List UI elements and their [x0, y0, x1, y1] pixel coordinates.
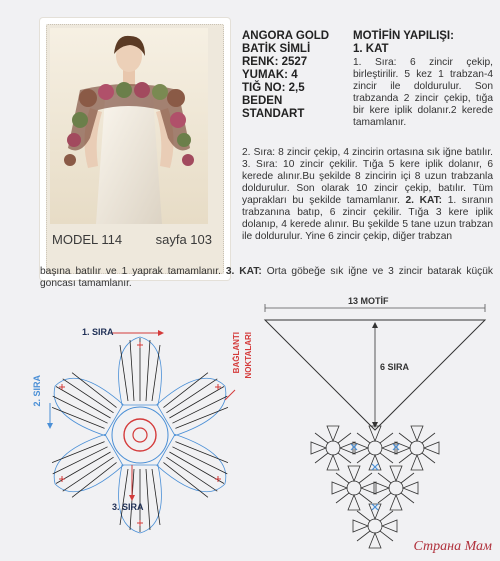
chart-label-sira3: 3. SIRA: [112, 502, 144, 512]
motif-arrangement: [311, 426, 439, 548]
assembly-row-count: 6 SIRA: [380, 362, 410, 372]
model-photo-illustration: [50, 28, 208, 224]
motif-title: MOTİFİN YAPILIŞI:: [353, 30, 454, 42]
motif-instructions: 1. Sıra: 6 zincir çekip, birleştirilir. 5 kez 1 trabzan-4 zincir ile doldurulur. Son trabzanda 2 zincir çekip, tığa bir kere iplik dolanır.2 kerede tamamlanır.: [353, 57, 493, 128]
product-line: BATİK SİMLİ: [242, 43, 311, 55]
product-size-label: BEDEN: [242, 95, 283, 107]
instructions-kat2: 1. sıranın trabzanına batıp, 6 zincir çekilir. Tığa 3 kere iplik dolanıp, 4 kerede alınır. Bu şekilde 5 tane uzun trabzan ile doldurulur. Yine 6 zincir çekip, diğer trabzan: [242, 195, 494, 242]
photo-caption: [52, 232, 212, 247]
instructions-body-continued: [40, 266, 493, 290]
kat2-label: 2. KAT:: [405, 195, 443, 206]
assembly-motif-count: 13 MOTİF: [348, 296, 389, 306]
instructions-row2-3: 2. Sıra: 8 zincir çekip, 4 zincirin ortasına sık iğne batılır. 3. Sıra: 10 zincir çekilir. Tığa 5 kere iplik dolanır, 6 kerede alınır.Bu şekilde 8 zincirin içi 8 uzun trabzanla doldurulur. Son olarak 10 zincir çekip, batılır. Tüm yaprakları bu şekilde tamamlanır.: [242, 147, 493, 206]
instructions-kat2-end: başına batılır ve 1 yaprak tamamlanır.: [40, 266, 221, 277]
product-size-value: STANDART: [242, 108, 305, 120]
product-hook-size: TIĞ NO: 2,5: [242, 82, 305, 94]
watermark: Страна Мам: [413, 539, 492, 554]
join-marks: [351, 444, 399, 510]
product-color: RENK: 2527: [242, 56, 308, 68]
instructions-kat3: Orta göbeğe sık iğne ve 3 zincir batarak küçük goncası tamamlanır.: [40, 266, 493, 289]
instructions-body: [242, 147, 493, 243]
model-photo-card: [40, 18, 230, 280]
product-skeins: YUMAK: 4: [242, 69, 298, 81]
kat3-label: 3. KAT:: [225, 266, 262, 277]
motif-kat1: 1. KAT: [353, 43, 389, 55]
motif-heading: [353, 30, 493, 56]
page-reference: sayfa 103: [155, 232, 212, 247]
chart-label-baglanti: BAĞLANTI: [232, 332, 241, 374]
chart-label-sira1: 1. SIRA: [82, 327, 114, 337]
model-photo: [50, 28, 208, 224]
chart-label-noktalari: NOKTALARI: [244, 332, 253, 379]
product-info: [242, 30, 350, 121]
product-line: ANGORA GOLD: [242, 30, 330, 42]
assembly-diagram: [255, 298, 495, 553]
chart-label-sira2: 2. SIRA: [32, 375, 42, 407]
model-number: MODEL 114: [52, 232, 123, 247]
